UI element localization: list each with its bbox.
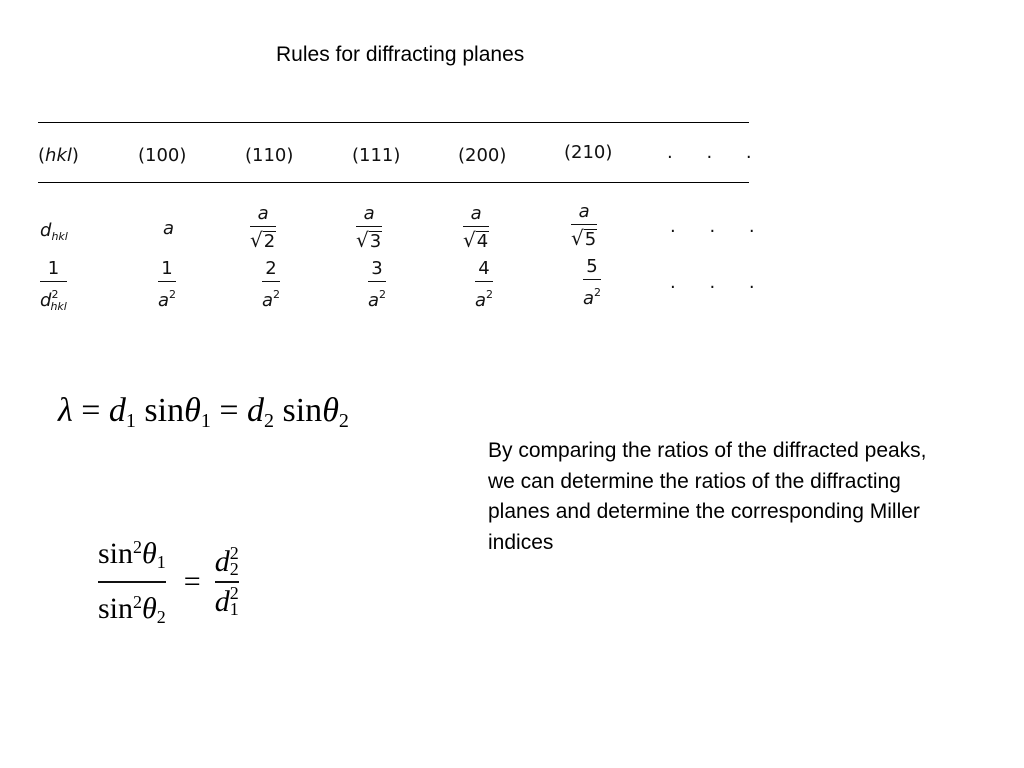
table-header-rule [38,182,749,183]
header-plane-110: (110) [245,145,294,166]
header-plane-210: (210) [564,142,613,163]
bragg-equation: $\lambda = d_1$ $\sin\theta_1 = d_2$ sinθ$_2$ [58,392,349,432]
header-plane-111: (111) [352,145,401,166]
header-plane-200: (200) [458,145,507,166]
ratio-equation: $\frac{\sin^2\theta_1}{\sin^2\theta_2}$ = d 2 2 d 2 1 [98,537,239,627]
header-plane-100: (100) [138,145,187,166]
table-top-rule [38,122,749,123]
row-inv-d2-label: 1 $d^2_{hkl}$ [40,258,67,313]
dhkl-ellipsis: . . . [670,216,769,237]
inv-d2-value-111: 3 $a^2$ [368,258,387,311]
inv-d2-value-100: 1 $a^2$ [158,258,177,311]
page-title: Rules for diffracting planes [276,43,525,66]
dhkl-value-100: a [163,218,175,239]
dhkl-value-110: a √2 [250,203,276,252]
header-ellipsis: . . . [667,142,766,163]
inv-d2-ellipsis: . . . [670,272,769,293]
row-dhkl-label: $d_{hkl}$ [40,220,68,243]
dhkl-value-111: a √3 [356,203,382,252]
inv-d2-value-200: 4 $a^2$ [475,258,494,311]
header-hkl-label: (hkl) [38,145,79,166]
dhkl-value-210: a √5 [571,201,597,250]
inv-d2-value-210: 5 $a^2$ [583,256,602,309]
dhkl-value-200: a √4 [463,203,489,252]
explanation-paragraph: By comparing the ratios of the diffracted peaks, we can determine the ratios of the diffracting planes and determine the corresponding Miller indices [488,439,927,554]
inv-d2-value-110: 2 $a^2$ [262,258,281,311]
